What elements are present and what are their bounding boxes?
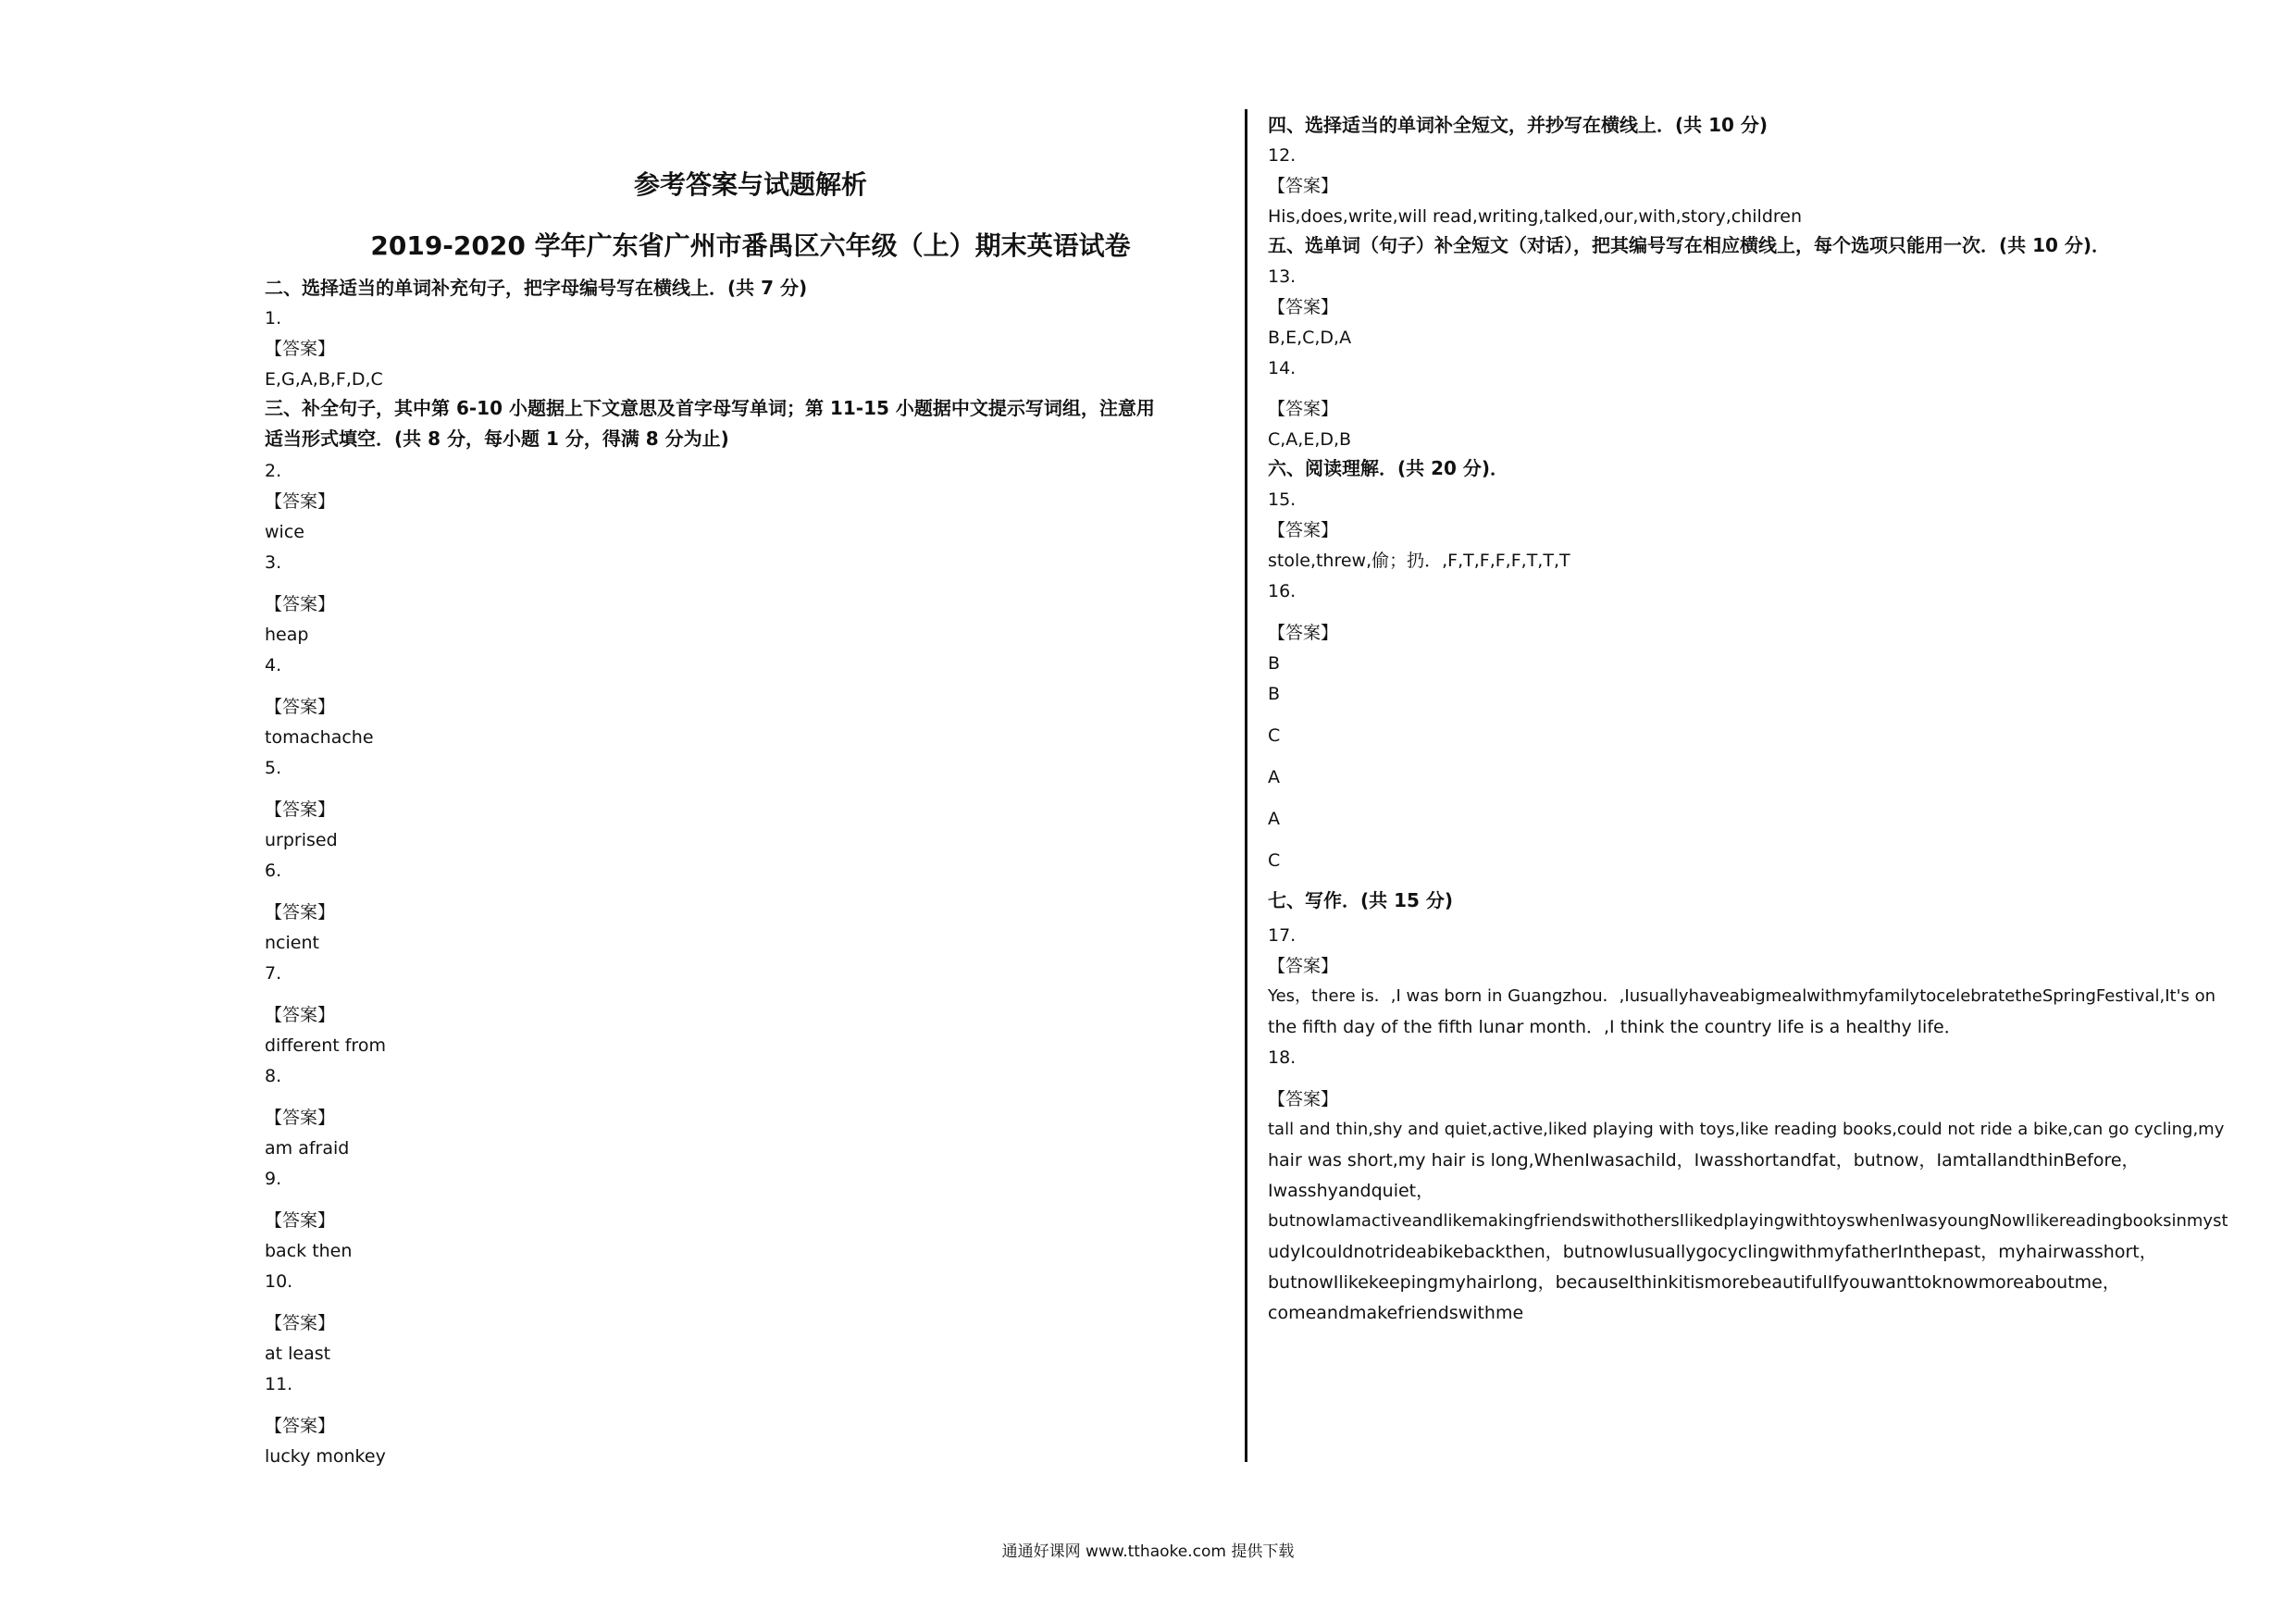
answer-label: 【答案】 xyxy=(265,1416,336,1436)
section-3-heading: 三、补全句子，其中第 6-10 小题据上下文意思及首字母写单词；第 11-15 小题据中文提示写词组，注意用 xyxy=(265,397,1155,419)
answer-text: B,E,C,D,A xyxy=(1268,328,1352,348)
answer-label: 【答案】 xyxy=(1268,1089,1339,1109)
column-divider xyxy=(1245,109,1247,1462)
question-number: 3. xyxy=(265,552,282,573)
section-7-heading: 七、写作．(共 15 分) xyxy=(1268,889,1454,911)
question-number: 9. xyxy=(265,1169,282,1189)
section-6-heading: 六、阅读理解．(共 20 分)． xyxy=(1268,457,1509,479)
answer-label: 【答案】 xyxy=(265,491,336,512)
question-number: 12. xyxy=(1268,145,1297,166)
answer-text: wice xyxy=(265,522,304,542)
answer-text: E,G,A,B,F,D,C xyxy=(265,369,383,390)
question-number: 6. xyxy=(265,861,282,881)
answer-text: back then xyxy=(265,1241,353,1261)
answer-text: stole,threw,偷；扔．,F,T,F,F,F,T,T,T xyxy=(1268,551,1570,571)
answer-label: 【答案】 xyxy=(265,799,336,820)
question-number: 15. xyxy=(1268,489,1297,510)
section-3-heading-cont: 适当形式填空．(共 8 分，每小题 1 分，得满 8 分为止) xyxy=(265,427,729,450)
answer-label: 【答案】 xyxy=(265,902,336,923)
answer-text: lucky monkey xyxy=(265,1446,386,1467)
answer-text: Yes，there is．,I was born in Guangzhou．,IusuallyhaveabigmealwithmyfamilytocelebratetheSpringFestival,It's on xyxy=(1268,986,2216,1006)
answer-text: A xyxy=(1268,809,1280,829)
question-number: 13. xyxy=(1268,266,1297,287)
answer-text: ncient xyxy=(265,933,319,953)
question-number: 17. xyxy=(1268,925,1297,946)
answer-label: 【答案】 xyxy=(1268,956,1339,976)
page-title: 参考答案与试题解析 xyxy=(633,169,867,200)
question-number: 5. xyxy=(265,758,282,778)
answer-text: B xyxy=(1268,684,1281,704)
answer-text: tomachache xyxy=(265,727,374,748)
answer-text: urprised xyxy=(265,830,338,850)
answer-label: 【答案】 xyxy=(1268,623,1339,643)
answer-label: 【答案】 xyxy=(265,1210,336,1231)
answer-text: tall and thin,shy and quiet,active,liked playing with toys,like reading books,could not ride a bike,can go cycling,my xyxy=(1268,1120,2225,1139)
answer-label: 【答案】 xyxy=(265,339,336,359)
answer-text: Iwasshyandquiet， xyxy=(1268,1181,1434,1201)
question-number: 7. xyxy=(265,963,282,984)
question-number: 11. xyxy=(265,1374,293,1394)
answer-text: heap xyxy=(265,625,309,645)
question-number: 8. xyxy=(265,1066,282,1086)
answer-text: butnowIlikekeepingmyhairlong，becauseIthinkitismorebeautifulIfyouwanttoknowmoreaboutme， xyxy=(1268,1272,2120,1293)
question-number: 2. xyxy=(265,461,282,481)
section-2-heading: 二、选择适当的单词补充句子，把字母编号写在横线上．(共 7 分) xyxy=(265,277,808,299)
answer-text: C xyxy=(1268,725,1281,746)
answer-text: at least xyxy=(265,1344,331,1364)
section-4-heading: 四、选择适当的单词补全短文，并抄写在横线上．(共 10 分) xyxy=(1268,114,1769,136)
answer-text: butnowIamactiveandlikemakingfriendswithothersIlikedplayingwithtoyswhenIwasyoungNowIlikereadingbooksinmyst xyxy=(1268,1211,2228,1231)
page-footer: 通通好课网 www.tthaoke.com 提供下载 xyxy=(1001,1542,1295,1561)
section-5-heading: 五、选单词（句子）补全短文（对话），把其编号写在相应横线上，每个选项只能用一次．(共 10 分)． xyxy=(1268,234,2111,256)
question-number: 10. xyxy=(265,1271,293,1292)
answer-label: 【答案】 xyxy=(265,1005,336,1025)
answer-label: 【答案】 xyxy=(265,594,336,614)
question-number: 16. xyxy=(1268,581,1297,601)
answer-text: hair was short,my hair is long,WhenIwasachild，Iwasshortandfat，butnow，IamtallandthinBefore， xyxy=(1268,1150,2140,1171)
question-number: 14. xyxy=(1268,358,1297,378)
answer-label: 【答案】 xyxy=(265,1313,336,1333)
exam-title: 2019-2020 学年广东省广州市番禺区六年级（上）期末英语试卷 xyxy=(370,230,1131,261)
answer-label: 【答案】 xyxy=(265,697,336,717)
answer-text: B xyxy=(1268,653,1281,674)
answer-text: C xyxy=(1268,850,1281,871)
answer-text: udyIcouldnotrideabikebackthen，butnowIusuallygocyclingwithmyfatherInthepast，myhairwasshort， xyxy=(1268,1242,2157,1262)
question-number: 18. xyxy=(1268,1047,1297,1068)
answer-text: the fifth day of the fifth lunar month．,I think the country life is a healthy life． xyxy=(1268,1017,1962,1037)
answer-label: 【答案】 xyxy=(1268,176,1339,196)
question-number: 1. xyxy=(265,308,282,328)
answer-text: His,does,write,will read,writing,talked,our,with,story,children xyxy=(1268,206,1803,227)
answer-label: 【答案】 xyxy=(1268,520,1339,540)
answer-text: am afraid xyxy=(265,1138,350,1158)
answer-label: 【答案】 xyxy=(265,1108,336,1128)
answer-text: comeandmakefriendswithme xyxy=(1268,1303,1524,1323)
answer-label: 【答案】 xyxy=(1268,399,1339,419)
answer-text: different from xyxy=(265,1035,386,1056)
answer-label: 【答案】 xyxy=(1268,297,1339,317)
answer-text: A xyxy=(1268,767,1280,787)
question-number: 4. xyxy=(265,655,282,675)
answer-text: C,A,E,D,B xyxy=(1268,429,1352,450)
